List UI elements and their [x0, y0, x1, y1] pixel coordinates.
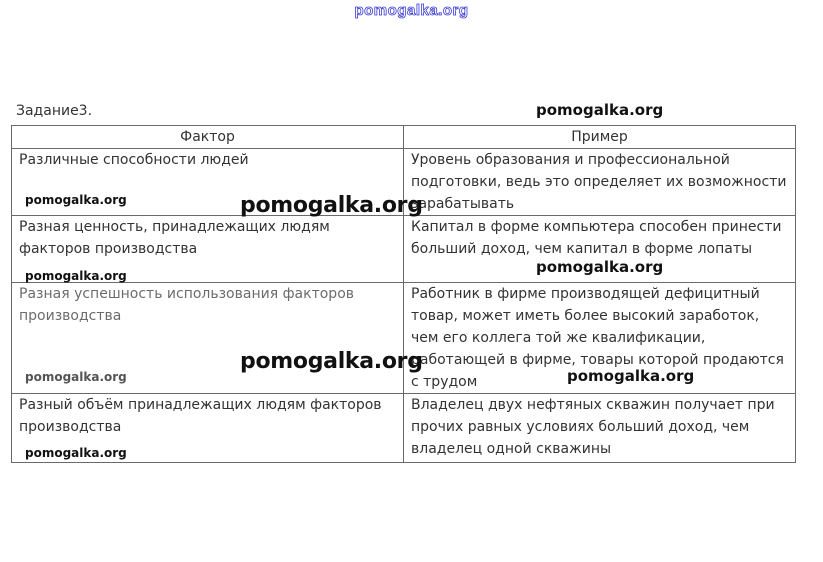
factor-text: Разный объём принадлежащих людям факторов производства — [19, 397, 382, 435]
watermark-big: pomogalka.org — [240, 193, 423, 218]
table-header-row — [12, 126, 796, 149]
factor-cell — [12, 394, 404, 463]
watermark-top: pomogalka.org — [354, 2, 469, 19]
factor-text: Разная ценность, принадлежащих людям факторов производства — [19, 219, 330, 257]
factor-text: Различные способности людей — [19, 152, 249, 168]
watermark-header: pomogalka.org — [536, 101, 664, 119]
table-row — [12, 394, 796, 463]
watermark-big: pomogalka.org — [240, 349, 423, 374]
factor-text: Разная успешность использования факторов производства — [19, 286, 355, 324]
watermark-small: pomogalka.org — [25, 269, 127, 283]
example-cell: Капитал в форме компьютера способен принести больший доход, чем капитал в форме лопаты — [404, 216, 796, 283]
example-cell: Владелец двух нефтяных скважин получает при прочих равных условиях больший доход, чем владелец одной скважины — [404, 394, 796, 463]
factor-cell — [12, 283, 404, 394]
factors-table — [11, 125, 796, 463]
example-cell: Работник в фирме производящей дефицитный товар, может иметь более высокий заработок, чем его коллега той же квалификации, работающей в фирме, товары которой продаются с трудом — [404, 283, 796, 394]
factor-cell — [12, 216, 404, 283]
table-row — [12, 216, 796, 283]
example-cell: Уровень образования и профессиональной подготовки, ведь это определяет их возможности зарабатывать — [404, 149, 796, 216]
column-header-factor: Фактор — [12, 126, 404, 149]
watermark-small: pomogalka.org — [25, 370, 127, 384]
task-label: Задание3. — [16, 103, 93, 119]
column-header-example: Пример — [404, 126, 796, 149]
watermark-medium: pomogalka.org — [567, 367, 695, 385]
watermark-small: pomogalka.org — [25, 446, 127, 460]
watermark-medium: pomogalka.org — [536, 258, 664, 276]
watermark-small: pomogalka.org — [25, 193, 127, 207]
